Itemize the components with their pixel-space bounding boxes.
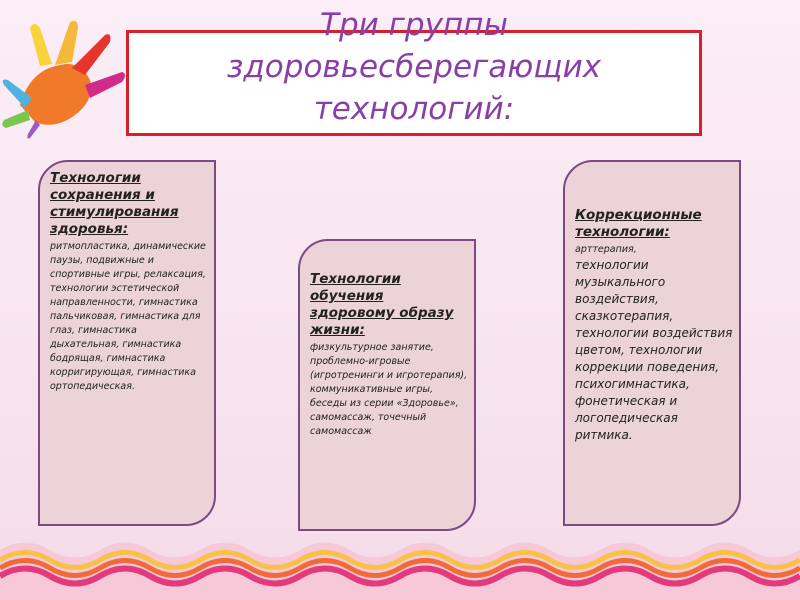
card-heading: Технологии обучения здоровому образу жизни: [310, 271, 454, 338]
card-heading: Коррекционные технологии: [575, 207, 702, 240]
title-line-1: Три группы [320, 7, 508, 43]
bottom-wave-decoration [0, 530, 800, 600]
title-line-2: здоровьесберегающих [226, 49, 602, 85]
card-body: технологии музыкального воздействия, сказкотерапия, технологии воздействия цветом, технологии коррекции поведения, психогимнастика, фонетическая и логопедическая ритмика. [575, 258, 733, 442]
card-correctional [563, 160, 741, 526]
card-healthy-lifestyle [298, 239, 476, 531]
card-body: физкультурное занятие, проблемно-игровые (игротренинги и игротерапия), коммуникативные игры, беседы из серии «Здоровье», самомассаж, точечный самомассаж [310, 342, 468, 437]
slide-title [126, 4, 702, 130]
painted-hand-decoration [0, 10, 130, 140]
card-heading: Технологии сохранения и стимулирования здоровья: [50, 170, 179, 237]
card-health-preservation [38, 160, 216, 526]
title-line-3: технологий: [313, 91, 515, 127]
card-body-small: арттерапия, [575, 244, 637, 255]
card-body: ритмопластика, динамические паузы, подвижные и спортивные игры, релаксация, технологии эстетической направленности, гимнастика пальчиковая, гимнастика для глаз, гимнастика дыхательная, гимнастика бодрящая, гимнастика корригирующая, гимнастика ортопедическая. [50, 241, 206, 392]
